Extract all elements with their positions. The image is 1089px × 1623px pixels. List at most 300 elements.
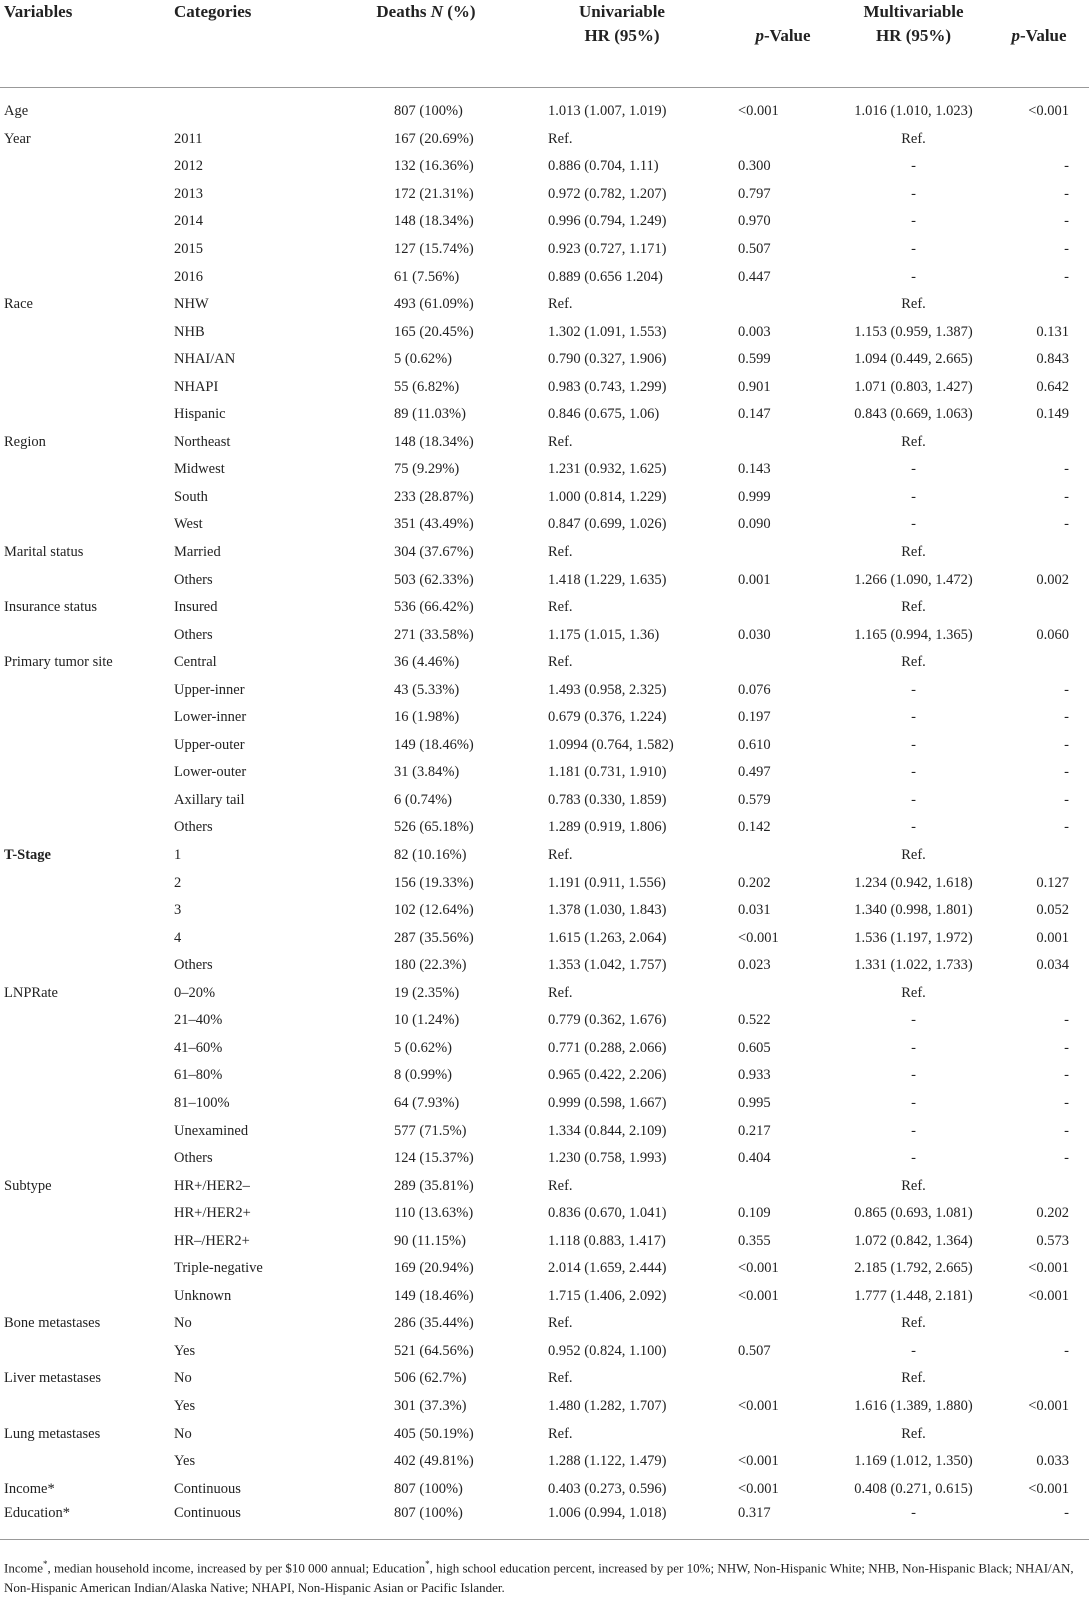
variable-cell: Marital status xyxy=(4,544,84,561)
variable-cell: Insurance status xyxy=(4,599,98,616)
univariable-p-cell xyxy=(728,126,838,154)
table-row xyxy=(0,814,1089,842)
multivariable-hr-cell: - xyxy=(911,185,916,202)
deaths-cell: 8 (0.99%) xyxy=(394,1067,452,1084)
deaths-cell: 89 (11.03%) xyxy=(394,406,466,423)
category-cell: 2014 xyxy=(174,213,203,230)
univariable-hr-cell: 0.889 (0.656 1.204) xyxy=(548,268,663,285)
variable-cell: Race xyxy=(4,296,33,313)
category-cell: Yes xyxy=(174,1342,196,1359)
table-row xyxy=(0,676,1089,704)
multivariable-p-cell: 0.033 xyxy=(1036,1453,1069,1470)
multivariable-p-cell xyxy=(989,1365,1089,1393)
univariable-p-cell: 0.579 xyxy=(738,791,771,808)
univariable-p-cell: <0.001 xyxy=(738,1480,779,1497)
category-cell: 2016 xyxy=(174,268,203,285)
table-row xyxy=(0,1420,1089,1448)
table-row xyxy=(0,787,1089,815)
variable-cell: Education* xyxy=(0,1503,170,1540)
multivariable-hr-cell: 1.165 (0.994, 1.365) xyxy=(854,626,973,643)
category-cell: NHAI/AN xyxy=(174,351,236,368)
table-row xyxy=(0,980,1089,1008)
category-cell: 61–80% xyxy=(174,1067,223,1084)
univariable-hr-cell: 1.191 (0.911, 1.556) xyxy=(548,874,666,891)
deaths-cell: 5 (0.62%) xyxy=(394,1039,452,1056)
deaths-cell: 286 (35.44%) xyxy=(394,1315,474,1332)
univariable-hr-cell: 2.014 (1.659, 2.444) xyxy=(548,1260,667,1277)
univariable-p-cell: 0.217 xyxy=(738,1122,771,1139)
table-row xyxy=(0,759,1089,787)
category-cell: No xyxy=(174,1315,192,1332)
table-row xyxy=(0,1283,1089,1311)
multivariable-hr-cell: 1.234 (0.942, 1.618) xyxy=(854,874,973,891)
multivariable-p-cell: 0.001 xyxy=(1036,929,1069,946)
category-cell: Central xyxy=(174,654,217,671)
multivariable-hr-cell: 1.016 (1.010, 1.023) xyxy=(854,103,973,120)
table-row xyxy=(0,1145,1089,1173)
univariable-p-cell: 0.404 xyxy=(738,1150,771,1167)
variable-cell xyxy=(0,704,170,732)
table-row xyxy=(0,126,1089,154)
category-cell: 2 xyxy=(174,874,182,891)
table-row xyxy=(0,1255,1089,1283)
multivariable-p-cell: - xyxy=(1064,213,1069,230)
univariable-p-cell: <0.001 xyxy=(738,1453,779,1470)
multivariable-hr-cell: - xyxy=(911,791,916,808)
variable-cell xyxy=(0,484,170,512)
category-cell: 3 xyxy=(174,902,182,919)
category-cell xyxy=(170,88,336,126)
univariable-hr-cell: 1.353 (1.042, 1.757) xyxy=(548,957,667,974)
univariable-hr-cell: 1.118 (0.883, 1.417) xyxy=(548,1232,666,1249)
univariable-p-cell: 0.003 xyxy=(738,323,771,340)
variable-cell: Bone metastases xyxy=(4,1315,101,1332)
univariable-p-cell: <0.001 xyxy=(738,929,779,946)
deaths-cell: 503 (62.33%) xyxy=(394,571,474,588)
table-row xyxy=(0,594,1089,622)
header-univariable-hr: Univariable HR (95%) xyxy=(516,0,728,88)
table-row xyxy=(0,1117,1089,1145)
variable-cell xyxy=(0,1200,170,1228)
univariable-hr-cell: Ref. xyxy=(548,544,573,561)
univariable-hr-cell: 1.175 (1.015, 1.36) xyxy=(548,626,660,643)
table-row xyxy=(0,1448,1089,1476)
multivariable-p-cell xyxy=(989,429,1089,457)
univariable-p-cell: 0.147 xyxy=(738,406,771,423)
multivariable-hr-cell: - xyxy=(911,1039,916,1056)
deaths-cell: 271 (33.58%) xyxy=(394,626,474,643)
table-row xyxy=(0,704,1089,732)
category-cell: NHAPI xyxy=(174,378,219,395)
deaths-cell: 233 (28.87%) xyxy=(394,488,474,505)
multivariable-hr-cell: Ref. xyxy=(901,544,926,561)
variable-cell xyxy=(0,511,170,539)
category-cell: Unknown xyxy=(174,1287,232,1304)
univariable-hr-cell: Ref. xyxy=(548,296,573,313)
multivariable-hr-cell: - xyxy=(911,1150,916,1167)
univariable-p-cell xyxy=(728,842,838,870)
univariable-p-cell xyxy=(728,1365,838,1393)
univariable-p-cell: 0.030 xyxy=(738,626,771,643)
multivariable-p-cell: 0.127 xyxy=(1036,874,1069,891)
category-cell: Triple-negative xyxy=(174,1260,263,1277)
deaths-cell: 172 (21.31%) xyxy=(394,185,474,202)
variable-cell: Age xyxy=(4,103,29,120)
univariable-p-cell: 0.090 xyxy=(738,516,771,533)
univariable-hr-cell: Ref. xyxy=(548,984,573,1001)
univariable-hr-cell: 0.679 (0.376, 1.224) xyxy=(548,709,667,726)
category-cell: No xyxy=(174,1370,192,1387)
deaths-cell: 165 (20.45%) xyxy=(394,323,474,340)
variable-cell: Primary tumor site xyxy=(4,654,113,671)
multivariable-p-cell: - xyxy=(1064,1342,1069,1359)
multivariable-p-cell: - xyxy=(1064,185,1069,202)
univariable-hr-cell: Ref. xyxy=(548,1177,573,1194)
category-cell: 41–60% xyxy=(174,1039,223,1056)
table-row xyxy=(0,236,1089,264)
table-row xyxy=(0,869,1089,897)
deaths-cell: 75 (9.29%) xyxy=(394,461,460,478)
category-cell: Upper-outer xyxy=(174,736,245,753)
deaths-cell: 149 (18.46%) xyxy=(394,1287,474,1304)
variable-cell xyxy=(0,263,170,291)
deaths-cell: 506 (62.7%) xyxy=(394,1370,467,1387)
multivariable-p-cell: - xyxy=(1064,461,1069,478)
univariable-p-cell xyxy=(728,539,838,567)
category-cell: Others xyxy=(174,1150,213,1167)
deaths-cell: 36 (4.46%) xyxy=(394,654,460,671)
univariable-p-cell xyxy=(728,649,838,677)
deaths-cell: 536 (66.42%) xyxy=(394,599,474,616)
deaths-cell: 351 (43.49%) xyxy=(394,516,474,533)
deaths-cell: 156 (19.33%) xyxy=(394,874,474,891)
category-cell: Axillary tail xyxy=(174,791,245,808)
multivariable-p-cell xyxy=(989,126,1089,154)
univariable-p-cell: <0.001 xyxy=(738,103,779,120)
category-cell: 2012 xyxy=(174,158,203,175)
multivariable-p-cell: 0.034 xyxy=(1036,957,1069,974)
multivariable-p-cell: <0.001 xyxy=(1028,1480,1069,1497)
univariable-hr-cell: 1.0994 (0.764, 1.582) xyxy=(548,736,674,753)
variable-cell: Liver metastases xyxy=(4,1370,102,1387)
univariable-hr-cell: 1.006 (0.994, 1.018) xyxy=(516,1503,728,1540)
multivariable-p-cell: - xyxy=(1064,1039,1069,1056)
univariable-p-cell: <0.001 xyxy=(738,1260,779,1277)
variable-cell xyxy=(0,401,170,429)
table-row xyxy=(0,429,1089,457)
multivariable-p-cell xyxy=(989,649,1089,677)
table-row xyxy=(0,263,1089,291)
multivariable-hr-cell: - xyxy=(911,516,916,533)
multivariable-p-cell: - xyxy=(1064,709,1069,726)
univariable-p-cell xyxy=(728,594,838,622)
table-row xyxy=(0,456,1089,484)
deaths-cell: 402 (49.81%) xyxy=(394,1453,474,1470)
variable-cell: LNPRate xyxy=(4,984,58,1001)
multivariable-hr-cell: Ref. xyxy=(901,599,926,616)
multivariable-hr-cell: - xyxy=(911,819,916,836)
variable-cell xyxy=(0,814,170,842)
multivariable-p-cell: 0.052 xyxy=(1036,902,1069,919)
univariable-p-cell: 0.507 xyxy=(738,1342,771,1359)
multivariable-p-cell: - xyxy=(1064,488,1069,505)
category-cell: South xyxy=(174,488,208,505)
multivariable-hr-cell: - xyxy=(911,764,916,781)
multivariable-hr-cell: - xyxy=(911,1342,916,1359)
univariable-hr-cell: 1.013 (1.007, 1.019) xyxy=(548,103,667,120)
multivariable-p-cell: 0.573 xyxy=(1036,1232,1069,1249)
variable-cell: Region xyxy=(4,433,46,450)
multivariable-hr-cell: - xyxy=(911,681,916,698)
deaths-cell: 124 (15.37%) xyxy=(394,1150,474,1167)
multivariable-hr-cell: 1.777 (1.448, 2.181) xyxy=(854,1287,973,1304)
univariable-p-cell: 0.142 xyxy=(738,819,771,836)
category-cell: 2013 xyxy=(174,185,203,202)
deaths-cell: 148 (18.34%) xyxy=(394,213,474,230)
variable-cell: Lung metastases xyxy=(4,1425,101,1442)
category-cell: 2011 xyxy=(174,130,203,147)
table-row xyxy=(0,649,1089,677)
deaths-cell: 149 (18.46%) xyxy=(394,736,474,753)
multivariable-hr-cell: - xyxy=(911,461,916,478)
univariable-p-cell: 0.202 xyxy=(738,874,771,891)
deaths-cell: 287 (35.56%) xyxy=(394,929,474,946)
multivariable-p-cell: <0.001 xyxy=(1028,1397,1069,1414)
category-cell: HR–/HER2+ xyxy=(174,1232,250,1249)
univariable-p-cell xyxy=(728,1420,838,1448)
variable-cell xyxy=(0,924,170,952)
variable-cell xyxy=(0,181,170,209)
table-row xyxy=(0,1503,1089,1540)
multivariable-hr-cell: Ref. xyxy=(901,1177,926,1194)
header-row xyxy=(0,0,1089,88)
variable-cell xyxy=(0,1035,170,1063)
univariable-p-cell xyxy=(728,980,838,1008)
deaths-cell: 169 (20.94%) xyxy=(394,1260,474,1277)
univariable-hr-cell: 1.230 (0.758, 1.993) xyxy=(548,1150,667,1167)
deaths-cell: 5 (0.62%) xyxy=(394,351,452,368)
deaths-cell: 526 (65.18%) xyxy=(394,819,474,836)
multivariable-p-cell: - xyxy=(989,1503,1089,1540)
multivariable-hr-cell: Ref. xyxy=(901,1370,926,1387)
multivariable-hr-cell: 1.072 (0.842, 1.364) xyxy=(854,1232,973,1249)
header-univariable-p: p-Value xyxy=(728,0,838,88)
table-row xyxy=(0,539,1089,567)
variable-cell xyxy=(0,1007,170,1035)
multivariable-p-cell: - xyxy=(1064,1150,1069,1167)
univariable-hr-cell: 1.289 (0.919, 1.806) xyxy=(548,819,667,836)
variable-cell xyxy=(0,1393,170,1421)
variable-cell xyxy=(0,787,170,815)
univariable-hr-cell: 0.403 (0.273, 0.596) xyxy=(548,1480,667,1497)
multivariable-hr-cell: 1.094 (0.449, 2.665) xyxy=(854,351,973,368)
multivariable-p-cell: 0.060 xyxy=(1036,626,1069,643)
multivariable-p-cell: - xyxy=(1064,681,1069,698)
deaths-cell: 90 (11.15%) xyxy=(394,1232,466,1249)
multivariable-hr-cell: - xyxy=(911,1067,916,1084)
variable-cell xyxy=(0,373,170,401)
variable-cell xyxy=(0,952,170,980)
multivariable-hr-cell: - xyxy=(911,709,916,726)
deaths-cell: 807 (100%) xyxy=(394,103,463,120)
variable-cell xyxy=(0,456,170,484)
univariable-p-cell xyxy=(728,1310,838,1338)
table-row xyxy=(0,484,1089,512)
multivariable-p-cell: 0.149 xyxy=(1036,406,1069,423)
table-row xyxy=(0,208,1089,236)
variable-cell: Year xyxy=(4,130,31,147)
multivariable-hr-cell: Ref. xyxy=(901,296,926,313)
category-cell: Yes xyxy=(174,1453,196,1470)
univariable-p-cell: 0.143 xyxy=(738,461,771,478)
multivariable-p-cell: - xyxy=(1064,158,1069,175)
category-cell: Others xyxy=(174,957,213,974)
table-row xyxy=(0,1062,1089,1090)
deaths-cell: 55 (6.82%) xyxy=(394,378,460,395)
table-row xyxy=(0,1200,1089,1228)
table-row xyxy=(0,401,1089,429)
deaths-cell: 61 (7.56%) xyxy=(394,268,460,285)
deaths-cell: 148 (18.34%) xyxy=(394,433,474,450)
univariable-p-cell: 0.076 xyxy=(738,681,771,698)
univariable-p-cell: 0.300 xyxy=(738,158,771,175)
multivariable-hr-cell: - xyxy=(911,241,916,257)
table-row xyxy=(0,373,1089,401)
variable-cell xyxy=(0,676,170,704)
univariable-hr-cell: 1.615 (1.263, 2.064) xyxy=(548,929,667,946)
multivariable-p-cell: - xyxy=(1064,819,1069,836)
multivariable-p-cell: <0.001 xyxy=(1028,1287,1069,1304)
category-cell: Unexamined xyxy=(174,1122,249,1139)
multivariable-p-cell: - xyxy=(1064,1122,1069,1139)
variable-cell xyxy=(0,153,170,181)
multivariable-hr-cell: - xyxy=(911,268,916,285)
variable-cell xyxy=(0,346,170,374)
category-cell: Yes xyxy=(174,1397,196,1414)
category-cell: Others xyxy=(174,819,213,836)
deaths-cell: 10 (1.24%) xyxy=(394,1012,460,1029)
deaths-cell: 102 (12.64%) xyxy=(394,902,474,919)
variable-cell xyxy=(0,1227,170,1255)
univariable-p-cell: 0.507 xyxy=(738,241,771,257)
variable-cell xyxy=(0,1117,170,1145)
multivariable-p-cell: 0.843 xyxy=(1036,351,1069,368)
univariable-p-cell: 0.933 xyxy=(738,1067,771,1084)
table-row xyxy=(0,1227,1089,1255)
univariable-hr-cell: 0.952 (0.824, 1.100) xyxy=(548,1342,667,1359)
table-row xyxy=(0,1035,1089,1063)
category-cell: Lower-outer xyxy=(174,764,247,781)
multivariable-p-cell: <0.001 xyxy=(1028,103,1069,120)
multivariable-p-cell: - xyxy=(1064,1067,1069,1084)
variable-cell xyxy=(0,318,170,346)
multivariable-p-cell: <0.001 xyxy=(1028,1260,1069,1277)
category-cell: 2015 xyxy=(174,241,203,257)
univariable-p-cell: 0.605 xyxy=(738,1039,771,1056)
univariable-hr-cell: Ref. xyxy=(548,1425,573,1442)
multivariable-hr-cell: 1.616 (1.389, 1.880) xyxy=(854,1397,973,1414)
table-row xyxy=(0,897,1089,925)
univariable-hr-cell: 1.480 (1.282, 1.707) xyxy=(548,1397,667,1414)
univariable-hr-cell: Ref. xyxy=(548,847,573,864)
table-row xyxy=(0,1007,1089,1035)
multivariable-p-cell xyxy=(989,291,1089,319)
variable-cell: Subtype xyxy=(4,1177,52,1194)
multivariable-hr-cell: - xyxy=(911,213,916,230)
multivariable-p-cell: - xyxy=(1064,1094,1069,1111)
category-cell: Married xyxy=(174,544,221,561)
univariable-p-cell: 0.599 xyxy=(738,351,771,368)
multivariable-hr-cell: - xyxy=(838,1503,989,1540)
variable-cell xyxy=(0,1255,170,1283)
multivariable-p-cell xyxy=(989,842,1089,870)
category-cell: 4 xyxy=(174,929,182,946)
univariable-hr-cell: 1.418 (1.229, 1.635) xyxy=(548,571,667,588)
univariable-hr-cell: 0.836 (0.670, 1.041) xyxy=(548,1205,667,1222)
variable-cell xyxy=(0,208,170,236)
deaths-cell: 31 (3.84%) xyxy=(394,764,460,781)
multivariable-hr-cell: - xyxy=(911,1094,916,1111)
header-multivariable-hr: Multivariable HR (95%) xyxy=(838,0,989,88)
multivariable-hr-cell: 1.536 (1.197, 1.972) xyxy=(854,929,973,946)
multivariable-hr-cell: Ref. xyxy=(901,984,926,1001)
variable-cell: Income* xyxy=(4,1480,55,1497)
multivariable-hr-cell: 1.340 (0.998, 1.801) xyxy=(854,902,973,919)
multivariable-p-cell: - xyxy=(1064,268,1069,285)
category-cell: Continuous xyxy=(174,1480,241,1497)
variable-cell xyxy=(0,566,170,594)
table-row xyxy=(0,1310,1089,1338)
category-cell: 81–100% xyxy=(174,1094,230,1111)
multivariable-hr-cell: 1.169 (1.012, 1.350) xyxy=(854,1453,973,1470)
variable-cell xyxy=(0,1145,170,1173)
table-row xyxy=(0,952,1089,980)
univariable-p-cell: 0.901 xyxy=(738,378,771,395)
multivariable-hr-cell: - xyxy=(911,1012,916,1029)
deaths-cell: 127 (15.74%) xyxy=(394,241,474,257)
multivariable-hr-cell: Ref. xyxy=(901,1315,926,1332)
table-row xyxy=(0,732,1089,760)
univariable-p-cell: 0.995 xyxy=(738,1094,771,1111)
multivariable-hr-cell: 0.408 (0.271, 0.615) xyxy=(854,1480,973,1497)
univariable-hr-cell: 0.779 (0.362, 1.676) xyxy=(548,1012,667,1029)
multivariable-p-cell: - xyxy=(1064,516,1069,533)
multivariable-p-cell: 0.642 xyxy=(1036,378,1069,395)
table-row xyxy=(0,1172,1089,1200)
category-cell: Insured xyxy=(174,599,218,616)
deaths-cell: 405 (50.19%) xyxy=(394,1425,474,1442)
table-row xyxy=(0,1365,1089,1393)
univariable-p-cell xyxy=(728,429,838,457)
univariable-p-cell: 0.999 xyxy=(738,488,771,505)
multivariable-p-cell: - xyxy=(1064,736,1069,753)
multivariable-hr-cell: Ref. xyxy=(901,1425,926,1442)
table-row xyxy=(0,1475,1089,1503)
category-cell: No xyxy=(174,1425,192,1442)
deaths-cell: 577 (71.5%) xyxy=(394,1122,467,1139)
univariable-hr-cell: 0.999 (0.598, 1.667) xyxy=(548,1094,667,1111)
deaths-cell: 180 (22.3%) xyxy=(394,957,467,974)
multivariable-p-cell xyxy=(989,539,1089,567)
table-footnote: Income*, median household income, increased by per $10 000 annual; Education*, high school education percent, increased by per 10%; NHW, Non-Hispanic White; NHB, Non-Hispanic Black; NHAI/AN, Non-Hispanic American Indian/Alaska Native; NHAPI, Non-Hispanic Asian or Pacific Islander. xyxy=(4,1559,1074,1596)
table-row xyxy=(0,566,1089,594)
multivariable-hr-cell: 0.843 (0.669, 1.063) xyxy=(854,406,973,423)
univariable-p-cell: 0.797 xyxy=(738,185,771,202)
multivariable-hr-cell: 2.185 (1.792, 2.665) xyxy=(854,1260,973,1277)
multivariable-p-cell xyxy=(989,1420,1089,1448)
deaths-cell: 19 (2.35%) xyxy=(394,984,460,1001)
table-row xyxy=(0,181,1089,209)
